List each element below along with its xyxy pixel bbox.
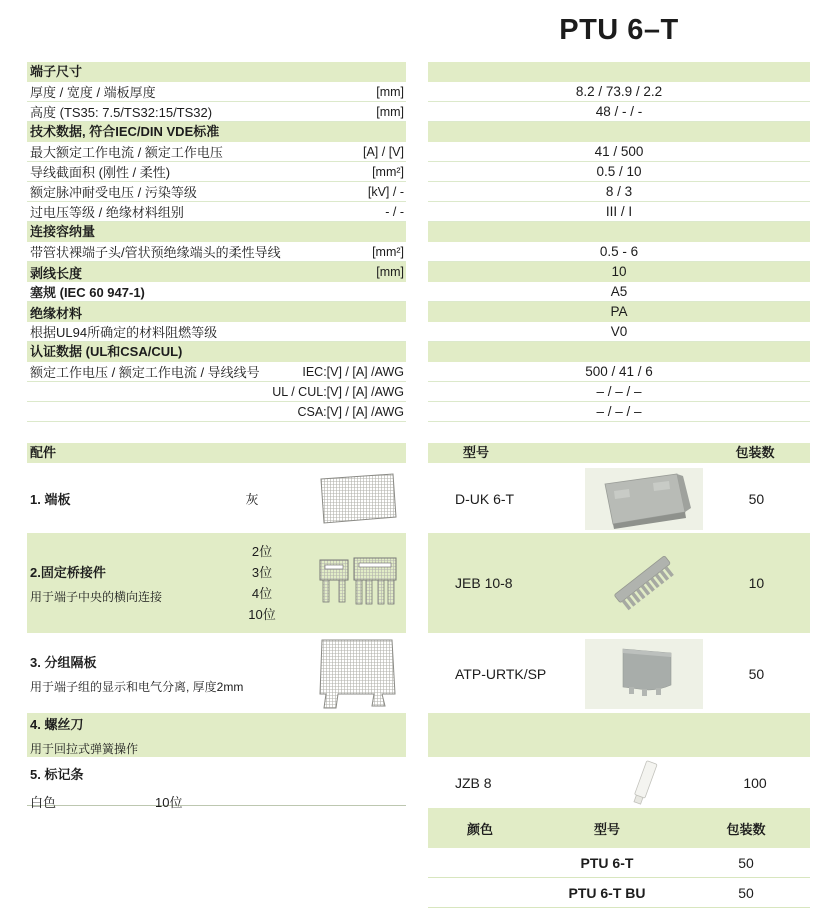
spec-row bbox=[27, 362, 810, 382]
accessories-col-model: 型号 bbox=[463, 445, 490, 460]
spec-row-value: 41 / 500 bbox=[428, 142, 810, 162]
spec-row-value: A5 bbox=[428, 282, 810, 302]
spec-row bbox=[27, 282, 810, 302]
accessories-col-qty: 包装数 bbox=[735, 445, 775, 460]
spec-row bbox=[27, 202, 810, 222]
jumper-photo bbox=[585, 548, 703, 618]
accessory-desc: 用于回拉式弹簧操作 bbox=[30, 741, 139, 756]
accessory-desc: 用于端子组的显示和电气分离, 厚度2mm bbox=[30, 680, 244, 694]
variant-qty: 50 bbox=[738, 884, 754, 901]
variants-header bbox=[428, 808, 810, 848]
spec-row-label: 根据UL94所确定的材料阻燃等级 bbox=[30, 325, 218, 340]
spec-row-value: V0 bbox=[428, 322, 810, 342]
spec-row-value: 8.2 / 73.9 / 2.2 bbox=[428, 82, 810, 102]
accessory-position: 2位 bbox=[251, 544, 273, 559]
spec-row bbox=[27, 302, 810, 322]
accessory-name: 4. 螺丝刀 bbox=[30, 716, 84, 732]
accessory-desc: 用于端子中央的横向连接 bbox=[30, 589, 163, 604]
spec-row-unit: - / - bbox=[385, 204, 404, 219]
accessory-position: 3位 bbox=[251, 565, 273, 580]
spec-row-unit: [mm²] bbox=[372, 244, 404, 259]
spec-row-unit: [mm] bbox=[376, 84, 404, 99]
accessory-model: JEB 10-8 bbox=[455, 575, 513, 591]
spec-row bbox=[27, 262, 810, 282]
partition-photo bbox=[585, 639, 703, 709]
separator-drawing-icon bbox=[312, 638, 404, 710]
accessory-item-end-plate bbox=[27, 467, 810, 530]
variants-col-qty: 包装数 bbox=[726, 821, 766, 837]
accessory-positions bbox=[212, 541, 312, 625]
accessory-qty: 10 bbox=[748, 575, 765, 591]
variants-col-model: 型号 bbox=[593, 821, 620, 837]
marker-photo bbox=[588, 758, 700, 808]
spec-row-value: III / I bbox=[428, 202, 810, 222]
spec-row bbox=[27, 162, 810, 182]
end-plate-photo bbox=[585, 468, 703, 530]
spec-row-label: 导线截面积 (刚性 / 柔性) bbox=[30, 165, 171, 180]
accessory-position: 4位 bbox=[251, 586, 273, 601]
spec-row-label: 绝缘材料 bbox=[30, 305, 83, 321]
accessory-qty: 100 bbox=[743, 775, 767, 791]
spec-row-value: 0.5 / 10 bbox=[428, 162, 810, 182]
spec-row-label: 最大额定工作电流 / 额定工作电压 bbox=[30, 145, 223, 160]
accessory-item-bridge bbox=[27, 533, 810, 633]
variants-table bbox=[428, 808, 810, 908]
spec-row-label: 带管状裸端子头/管状预绝缘端头的柔性导线 bbox=[30, 245, 281, 260]
spec-row-unit: [A] / [V] bbox=[363, 144, 404, 159]
spec-row-value: 500 / 41 / 6 bbox=[428, 362, 810, 382]
spec-row-label: 额定脉冲耐受电压 / 污染等级 bbox=[30, 185, 197, 200]
accessory-model: D-UK 6-T bbox=[455, 490, 515, 507]
page-title: PTU 6–T bbox=[559, 14, 679, 46]
spec-table bbox=[27, 62, 810, 908]
spec-row-unit: [mm] bbox=[376, 104, 404, 119]
spec-row-value: PA bbox=[428, 302, 810, 322]
spec-row-unit: [mm²] bbox=[372, 164, 404, 179]
spec-row-value: 10 bbox=[428, 262, 810, 282]
spec-row-label: 塞规 (IEC 60 947-1) bbox=[30, 285, 145, 300]
spec-row bbox=[27, 102, 810, 122]
variant-model: PTU 6-T BU bbox=[568, 884, 646, 901]
spec-row bbox=[27, 382, 810, 402]
accessory-name: 5. 标记条 bbox=[30, 767, 84, 782]
spec-section-header: 连接容纳量 bbox=[27, 222, 810, 242]
spec-row-label: 额定工作电压 / 额定工作电流 / 导线线号 bbox=[30, 365, 260, 380]
spec-row-value: 0.5 - 6 bbox=[428, 242, 810, 262]
accessory-item-screwdriver bbox=[27, 713, 810, 757]
variants-col-color: 颜色 bbox=[466, 821, 493, 837]
end-plate-drawing-icon bbox=[312, 472, 404, 526]
spec-row bbox=[27, 322, 810, 342]
accessory-item-separator bbox=[27, 637, 810, 710]
variant-qty: 50 bbox=[738, 854, 754, 871]
spec-row-value: – / – / – bbox=[428, 402, 810, 422]
spec-row bbox=[27, 142, 810, 162]
accessory-name: 1. 端板 bbox=[30, 492, 71, 507]
spec-row-value: 8 / 3 bbox=[428, 182, 810, 202]
spec-row bbox=[27, 242, 810, 262]
spec-row-unit: [kV] / - bbox=[367, 184, 404, 199]
accessory-name: 2.固定桥接件 bbox=[30, 564, 106, 580]
spec-row bbox=[27, 82, 810, 102]
accessory-color: 白色 bbox=[30, 795, 57, 810]
spec-row-value: – / – / – bbox=[428, 382, 810, 402]
spec-row-unit: UL / CUL:[V] / [A] /AWG bbox=[272, 384, 404, 399]
spec-row-unit: [mm] bbox=[376, 265, 404, 279]
spec-row-label: 厚度 / 宽度 / 端板厚度 bbox=[30, 85, 156, 100]
variant-row bbox=[428, 848, 810, 878]
spec-section-header: 端子尺寸 bbox=[27, 62, 810, 82]
spec-row bbox=[27, 402, 810, 422]
spec-row bbox=[27, 182, 810, 202]
variant-row bbox=[428, 878, 810, 908]
accessory-position: 10位 bbox=[248, 607, 276, 622]
bridge-drawing-icon bbox=[312, 554, 404, 612]
accessory-color: 灰 bbox=[245, 492, 259, 507]
accessory-model: ATP-URTK/SP bbox=[455, 665, 547, 682]
spec-section-header: 技术数据, 符合IEC/DIN VDE标准 bbox=[27, 122, 810, 142]
accessory-position: 10位 bbox=[155, 795, 183, 810]
spec-row-label: 过电压等级 / 绝缘材料组别 bbox=[30, 205, 184, 220]
accessory-qty: 50 bbox=[748, 490, 765, 507]
accessories-section bbox=[27, 443, 810, 810]
variant-model: PTU 6-T bbox=[580, 854, 634, 871]
accessories-header: 配件 型号 包装数 bbox=[27, 443, 810, 463]
spec-row-unit: CSA:[V] / [A] /AWG bbox=[297, 404, 404, 419]
accessory-model: JZB 8 bbox=[455, 775, 492, 791]
accessory-name: 3. 分组隔板 bbox=[30, 655, 97, 670]
spec-row-label: 剥线长度 bbox=[30, 265, 83, 281]
spec-section-header: 认证数据 (UL和CSA/CUL) bbox=[27, 342, 810, 362]
spec-row-label: 高度 (TS35: 7.5/TS32:15/TS32) bbox=[30, 105, 213, 120]
accessory-item-marker bbox=[27, 760, 810, 810]
spec-row-unit: IEC:[V] / [A] /AWG bbox=[302, 364, 404, 379]
spec-row-value: 48 / - / - bbox=[428, 102, 810, 122]
accessory-qty: 50 bbox=[748, 665, 765, 682]
